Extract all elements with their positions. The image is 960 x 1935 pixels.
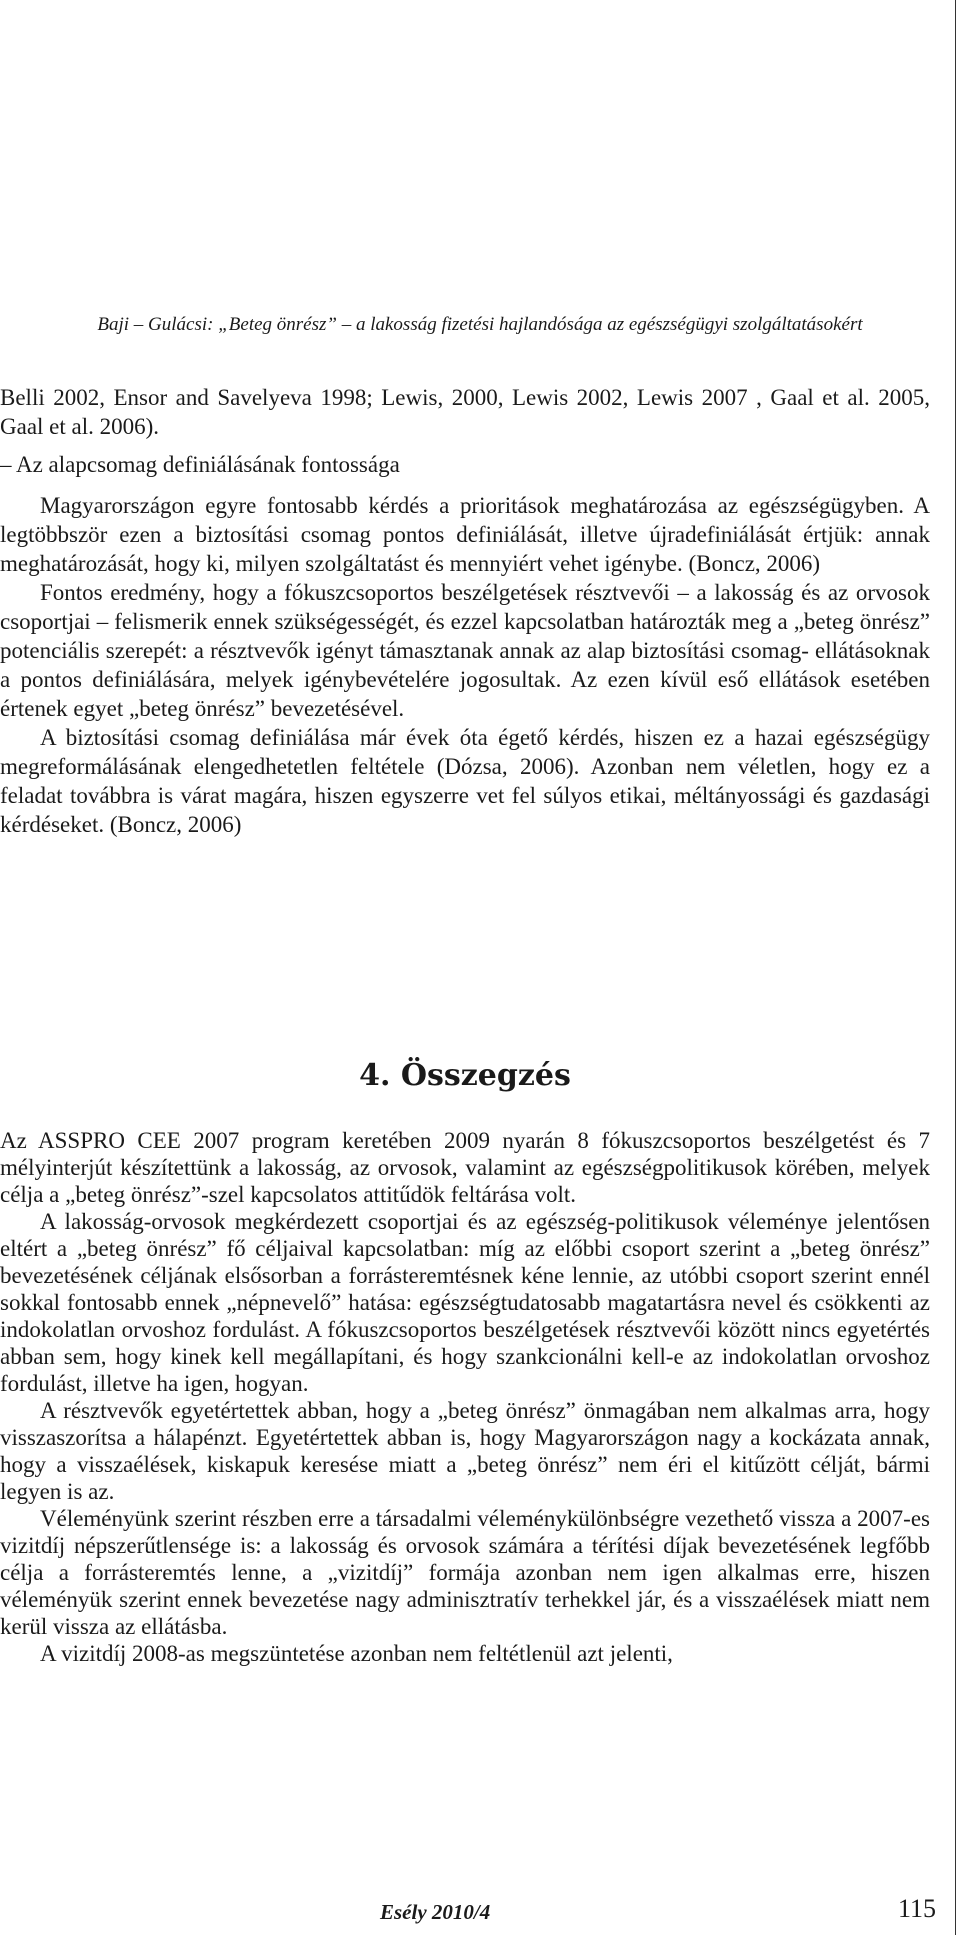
list-item-heading: – Az alapcsomag definiálásának fontossága [0,452,400,477]
paragraph: Magyarországon egyre fontosabb kérdés a prioritások meghatározása az egészségügyben. A legtöbbször ezen a biztosítási csomag pontos definiálását, illetve újradefiniálását értjük: annak meghatározását, hogy ki, milyen szolgáltatást és mennyiért vehet igénybe. (Boncz, 2006) [0,493,930,576]
footer-journal-title: Esély 2010/4 [380,1900,491,1924]
running-header: Baji – Gulácsi: „Beteg önrész” – a lakosság fizetési hajlandósága az egészségügyi szolgáltatásokért [97,314,863,335]
paragraph: Fontos eredmény, hogy a fókuszcsoportos beszélgetések résztvevői – a lakosság és az orvosok csoportjai – felismerik ennek szükségességét, és ezzel kapcsolatban határozták meg a „beteg önrész” potenciális szerepét: a résztvevők igényt támasztanak annak az alap biztosítási csomag- ellátásoknak a pontos definiálására, melyek igénybevételére jogosultak. Az ezen kívül eső ellátások esetében értenek egyet „beteg önrész” bevezetésével. [0,580,930,721]
paragraph: A vizitdíj 2008-as megszüntetése azonban nem feltétlenül azt jelenti, [40,1641,673,1666]
paragraph-citations: Belli 2002, Ensor and Savelyeva 1998; Lewis, 2000, Lewis 2002, Lewis 2007 , Gaal et al. 2005, Gaal et al. 2006). [0,385,930,439]
body-section-b [0,1127,930,1667]
paragraph: A biztosítási csomag definiálása már évek óta égető kérdés, hiszen ez a hazai egészségügy megreformálásának elengedhetetlen feltétele (Dózsa, 2006). Azonban nem véletlen, hogy ez a feladat továbbra is várat magára, hiszen egyszerre vet fel súlyos etikai, méltányossági és gazdasági kérdéseket. (Boncz, 2006) [0,725,930,837]
section-title: 4. Összegzés [359,1058,571,1093]
paragraph: Az ASSPRO CEE 2007 program keretében 2009 nyarán 8 fókuszcsoportos beszélgetést és 7 mélyinterjút készítettünk a lakosság, az orvosok, valamint az egészségpolitikusok körében, melyek célja a „beteg önrész”-szel kapcsolatos attitűdök feltárása volt. [0,1128,930,1207]
paragraph: A lakosság-orvosok megkérdezett csoportjai és az egészség-politikusok véleménye jelentősen eltért a „beteg önrész” fő céljaival kapcsolatban: míg az előbbi csoport szerint a „beteg önrész” bevezetésének céljának elsősorban a forrásteremtésnek kéne lennie, az utóbbi csoport szerint ennél sokkal fontosabb ennek „népnevelő” hatása: egészségtudatosabb magatartásra nevel és csökkenti az indokolatlan orvoshoz fordulást. A fókuszcsoportos beszélgetések résztvevői között nincs egyetértés abban sem, hogy kinek kell megállapítani, és hogy szankcionálni kell-e az indokolatlan orvoshoz fordulást, illetve ha igen, hogyan. [0,1209,930,1396]
page-edge-rule [955,0,956,1935]
body-section-a [0,383,930,839]
page-number: 115 [898,1894,937,1923]
paragraph: Véleményünk szerint részben erre a társadalmi véleménykülönbségre vezethető vissza a 2007-es vizitdíj népszerűtlensége is: a lakosság és orvosok számára a térítési díjak bevezetésének legfőbb célja a forrásteremtés lenne, a „vizitdíj” formája azonban nem igen alkalmas erre, hiszen véleményük szerint ennek bevezetése nagy adminisztratív terhekkel jár, és a visszaélések miatt nem kerül vissza az ellátásba. [0,1506,930,1639]
paragraph: A résztvevők egyetértettek abban, hogy a „beteg önrész” önmagában nem alkalmas arra, hogy visszaszorítsa a hálapénzt. Egyetértettek abban is, hogy Magyarországon nagy a kockázata annak, hogy a visszaélések, kiskapuk keresése miatt a „beteg önrész” nem éri el kitűzött célját, bármi legyen is az. [0,1398,930,1504]
